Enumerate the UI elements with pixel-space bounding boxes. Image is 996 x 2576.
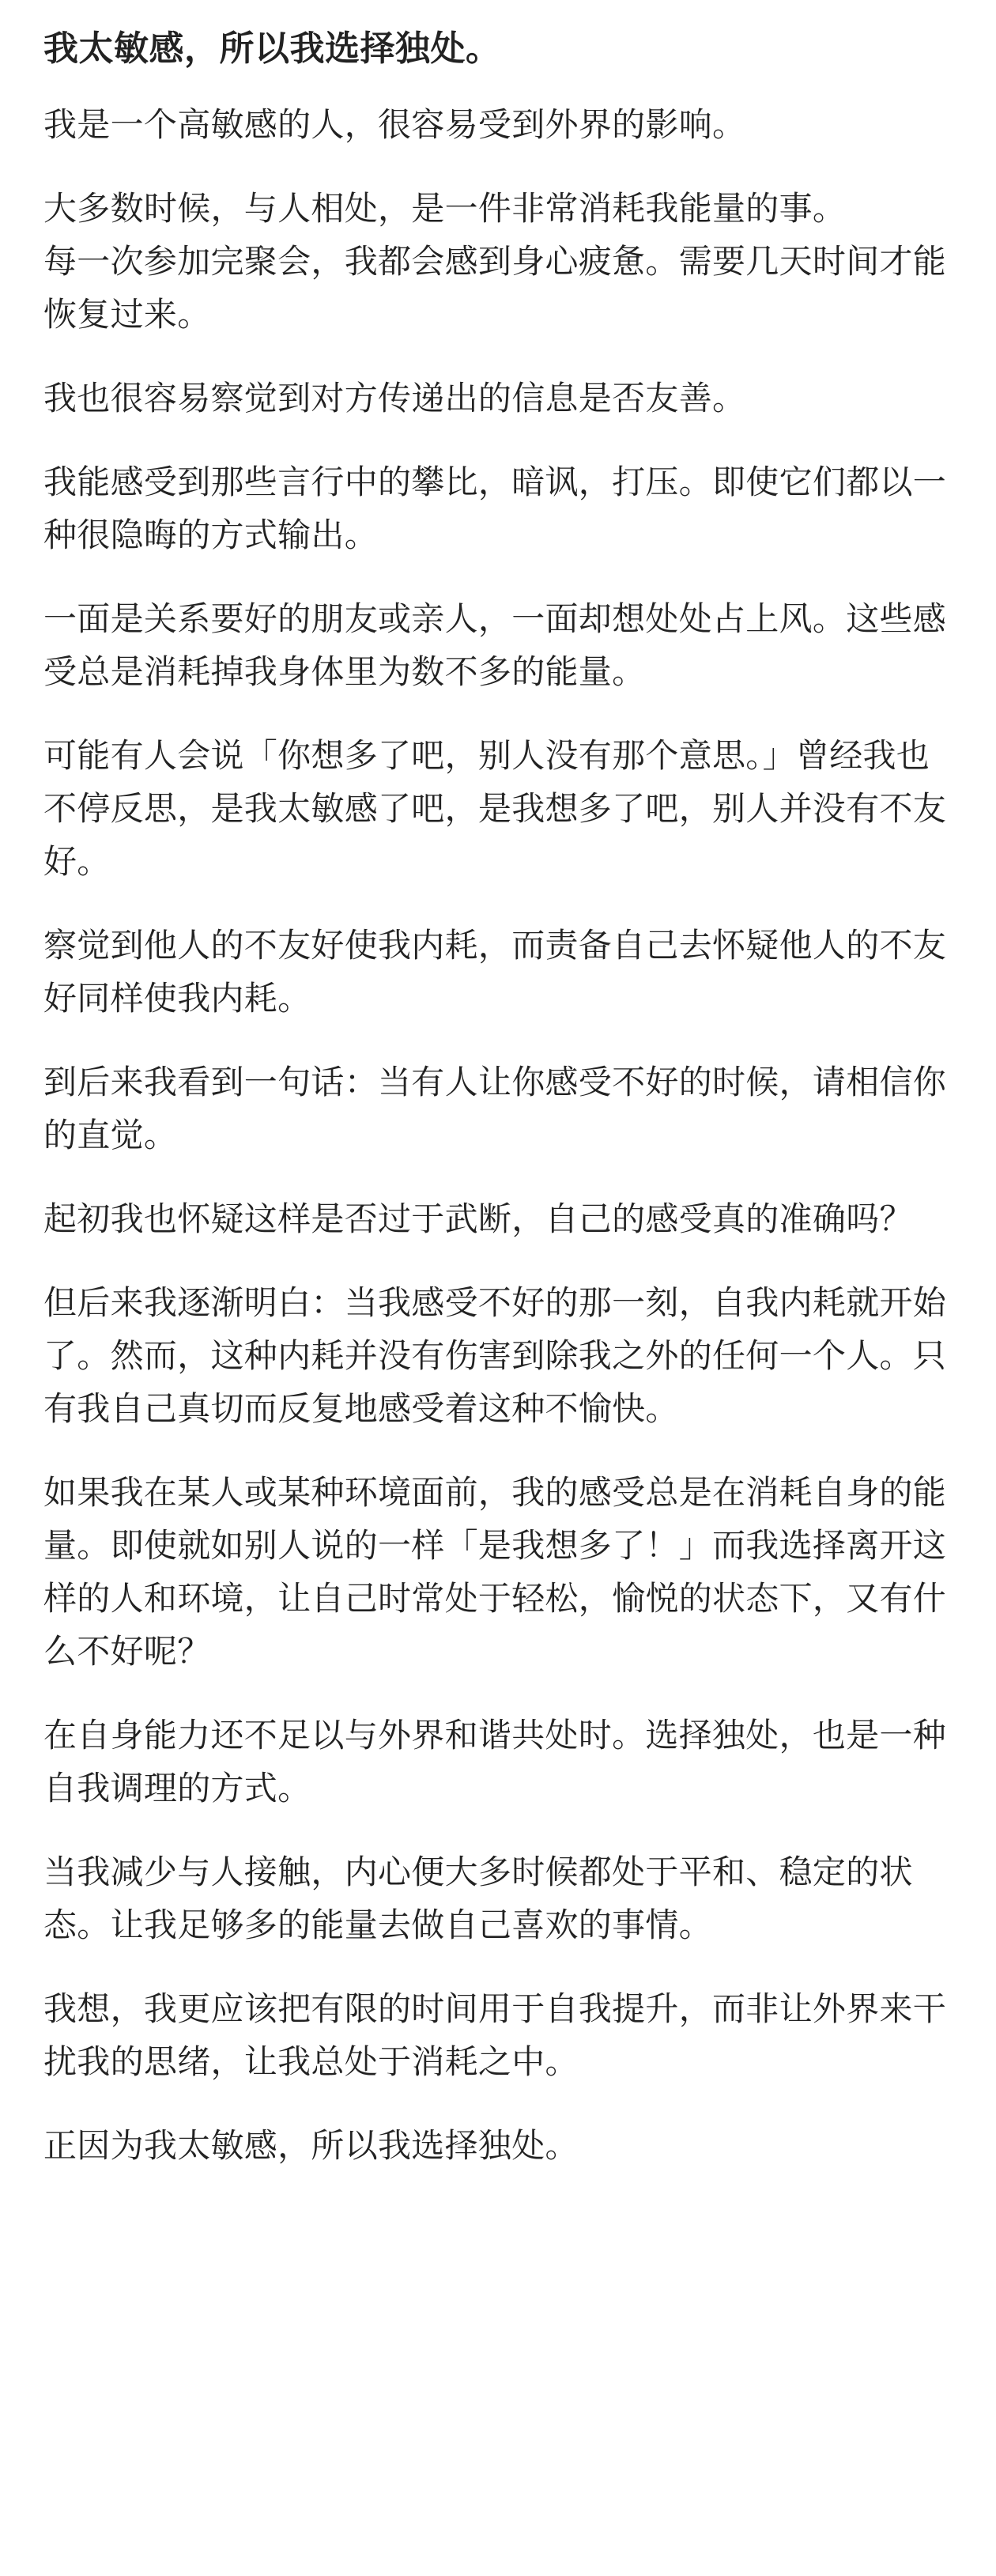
paragraph: 察觉到他人的不友好使我内耗，而责备自己去怀疑他人的不友好同样使我内耗。 [43,926,947,1018]
paragraph: 我能感受到那些言行中的攀比，暗讽，打压。即使它们都以一种很隐晦的方式输出。 [43,463,947,554]
paragraph: 当我减少与人接触，内心便大多时候都处于平和、稳定的状态。让我足够多的能量去做自己喜欢的事情。 [43,1853,913,1944]
article [43,24,960,2172]
paragraph: 一面是关系要好的朋友或亲人，一面却想处处占上风。这些感受总是消耗掉我身体里为数不多的能量。 [43,599,947,691]
paragraph: 可能有人会说「你想多了吧，别人没有那个意思。」曾经我也不停反思，是我太敏感了吧，是我想多了吧，别人并没有不友好。 [43,736,947,881]
paragraph: 我是一个高敏感的人，很容易受到外界的影响。 [43,105,746,144]
paragraph: 每一次参加完聚会，我都会感到身心疲惫。需要几天时间才能恢复过来。 [43,242,947,334]
paragraph: 如果我在某人或某种环境面前，我的感受总是在消耗自身的能量。即使就如别人说的一样「是我想多了！」而我选择离开这样的人和环境，让自己时常处于轻松，愉悦的状态下，又有什么不好呢？ [43,1473,947,1671]
paragraph: 但后来我逐渐明白：当我感受不好的那一刻，自我内耗就开始了。然而，这种内耗并没有伤害到除我之外的任何一个人。只有我自己真切而反复地感受着这种不愉快。 [43,1283,947,1428]
article-title: 我太敏感，所以我选择独处。 [43,28,501,69]
paragraph: 正因为我太敏感，所以我选择独处。 [43,2126,579,2165]
paragraph: 到后来我看到一句话：当有人让你感受不好的时候，请相信你的直觉。 [43,1063,947,1154]
paragraph: 起初我也怀疑这样是否过于武断，自己的感受真的准确吗？ [43,1199,913,1238]
paragraph: 我想，我更应该把有限的时间用于自我提升，而非让外界来干扰我的思绪，让我总处于消耗之中。 [43,1989,947,2081]
paragraph: 在自身能力还不足以与外界和谐共处时。选择独处，也是一种自我调理的方式。 [43,1716,947,1807]
paragraph: 我也很容易察觉到对方传递出的信息是否友善。 [43,379,746,417]
paragraph: 大多数时候，与人相处，是一件非常消耗我能量的事。 [43,189,847,228]
